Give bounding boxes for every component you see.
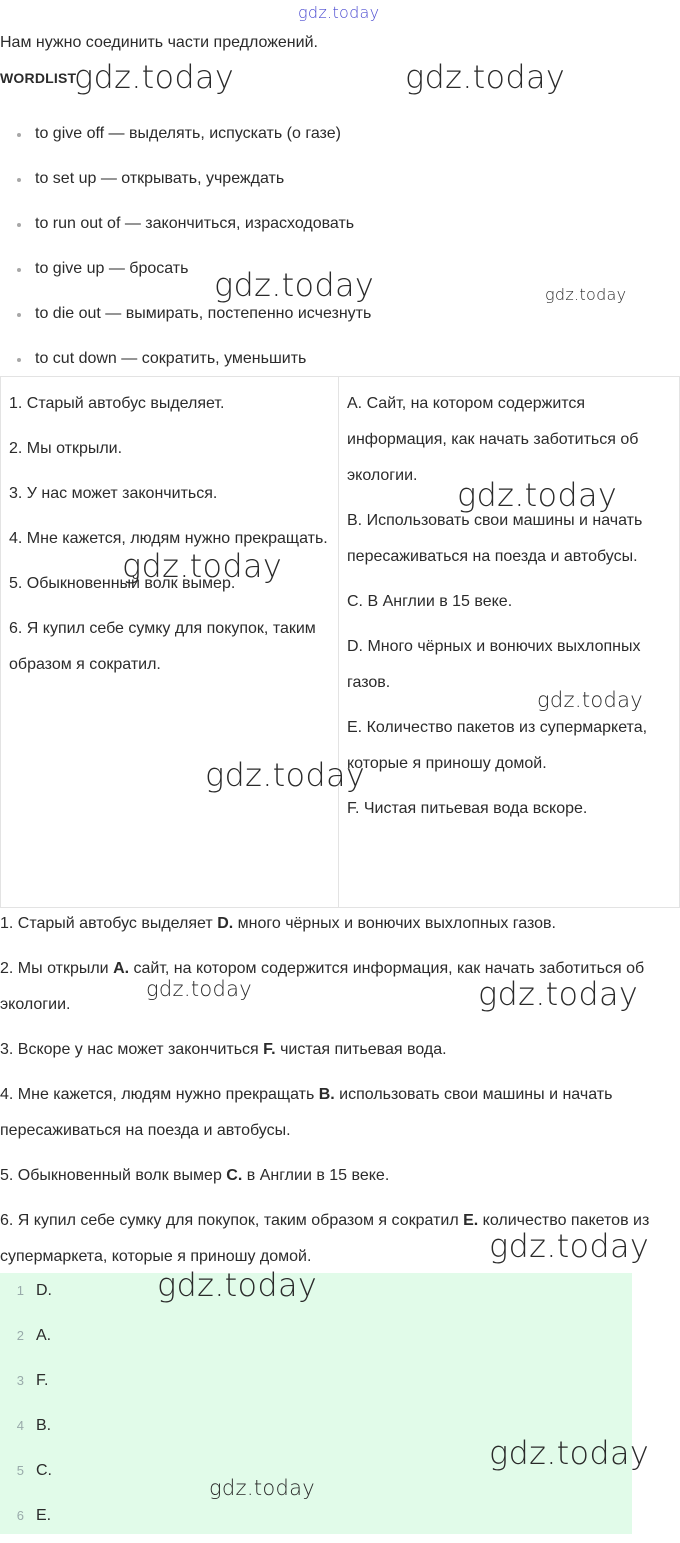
answer-letter: B.	[318, 1086, 335, 1103]
answer-sentence: 5. Обыкновенный волк вымер C. в Англии в 15 веке.	[0, 1167, 390, 1184]
watermark: gdz.today	[457, 476, 618, 514]
answer-letter: F.	[263, 1041, 276, 1058]
line-number: 4	[16, 1418, 24, 1433]
watermark: gdz.today	[478, 975, 639, 1013]
table-right-item: F. Чистая питьевая вода вскоре.	[347, 800, 588, 817]
answer-letter: C.	[226, 1167, 243, 1184]
answer-sentence: 2. Мы открыли A. сайт, на котором содержится информация, как начать заботиться об экологии.	[0, 960, 645, 1013]
code-line	[0, 1318, 632, 1363]
line-number: 1	[16, 1283, 24, 1298]
watermark: gdz.today	[146, 977, 253, 1001]
table-right-item: A. Сайт, на котором содержится информация, как начать заботиться об экологии.	[347, 395, 639, 484]
wordlist-item: to give up — бросать	[0, 255, 660, 300]
answer-sentence: 3. Вскоре у нас может закончиться F. чистая питьевая вода.	[0, 1041, 447, 1058]
table-left-item: 4. Мне кажется, людям нужно прекращать.	[9, 530, 328, 547]
wordlist-item: to cut down — сократить, уменьшить	[0, 345, 660, 390]
watermark: gdz.today	[122, 547, 283, 585]
code-value: F.	[36, 1372, 49, 1389]
answer-letter: A.	[113, 960, 130, 977]
watermark: gdz.today	[298, 3, 380, 22]
line-number: 5	[16, 1463, 24, 1478]
watermark: gdz.today	[157, 1266, 318, 1304]
watermark: gdz.today	[489, 1227, 650, 1265]
watermark: gdz.today	[205, 756, 366, 794]
watermark: gdz.today	[537, 688, 644, 712]
table-right-item: E. Количество пакетов из супермаркета, которые я приношу домой.	[347, 719, 648, 772]
code-value: B.	[36, 1417, 52, 1434]
watermark: gdz.today	[545, 285, 627, 304]
answer-letter: D.	[217, 915, 234, 932]
code-value: D.	[36, 1282, 52, 1299]
table-left-item: 5. Обыкновенный волк вымер.	[9, 575, 236, 592]
table-right-item: C. В Англии в 15 веке.	[347, 593, 513, 610]
table-left-item: 1. Старый автобус выделяет.	[9, 395, 225, 412]
answer-sentence: 1. Старый автобус выделяет D. много чёрных и вонючих выхлопных газов.	[0, 915, 556, 932]
matching-table	[0, 376, 680, 908]
table-left-item: 6. Я купил себе сумку для покупок, таким образом я сократил.	[9, 620, 316, 673]
code-line	[0, 1498, 632, 1543]
table-right-item: B. Использовать свои машины и начать пересаживаться на поезда и автобусы.	[347, 512, 643, 565]
table-right-item: D. Много чёрных и вонючих выхлопных газов.	[347, 638, 641, 691]
answer-sentence: 4. Мне кажется, людям нужно прекращать B. использовать свои машины и начать пересаживаться на поезда и автобусы.	[0, 1086, 613, 1139]
code-line	[0, 1363, 632, 1408]
watermark: gdz.today	[405, 58, 566, 96]
intro-text: Нам нужно соединить части предложений.	[0, 34, 318, 51]
code-value: E.	[36, 1507, 52, 1524]
wordlist-item: to run out of — закончиться, израсходовать	[0, 210, 660, 255]
wordlist-item: to give off — выделять, испускать (о газе)	[0, 120, 660, 165]
line-number: 6	[16, 1508, 24, 1523]
table-right-column	[339, 377, 680, 907]
watermark: gdz.today	[214, 266, 375, 304]
line-number: 3	[16, 1373, 24, 1388]
table-left-item: 3. У нас может закончиться.	[9, 485, 218, 502]
wordlist-item: to die out — вымирать, постепенно исчезнуть	[0, 300, 660, 345]
code-value: C.	[36, 1462, 52, 1479]
wordlist-item: to set up — открывать, учреждать	[0, 165, 660, 210]
code-value: A.	[36, 1327, 52, 1344]
answer-sentence: 6. Я купил себе сумку для покупок, таким образом я сократил E. количество пакетов из супермаркета, которые я приношу домой.	[0, 1212, 650, 1265]
wordlist-title: WORDLIST	[0, 70, 77, 86]
table-left-column	[0, 377, 339, 907]
answer-code-block	[0, 1273, 632, 1534]
watermark: gdz.today	[209, 1476, 316, 1500]
line-number: 2	[16, 1328, 24, 1343]
answer-letter: E.	[463, 1212, 479, 1229]
wordlist	[0, 120, 660, 390]
watermark: gdz.today	[74, 58, 235, 96]
watermark: gdz.today	[489, 1434, 650, 1472]
table-left-item: 2. Мы открыли.	[9, 440, 123, 457]
